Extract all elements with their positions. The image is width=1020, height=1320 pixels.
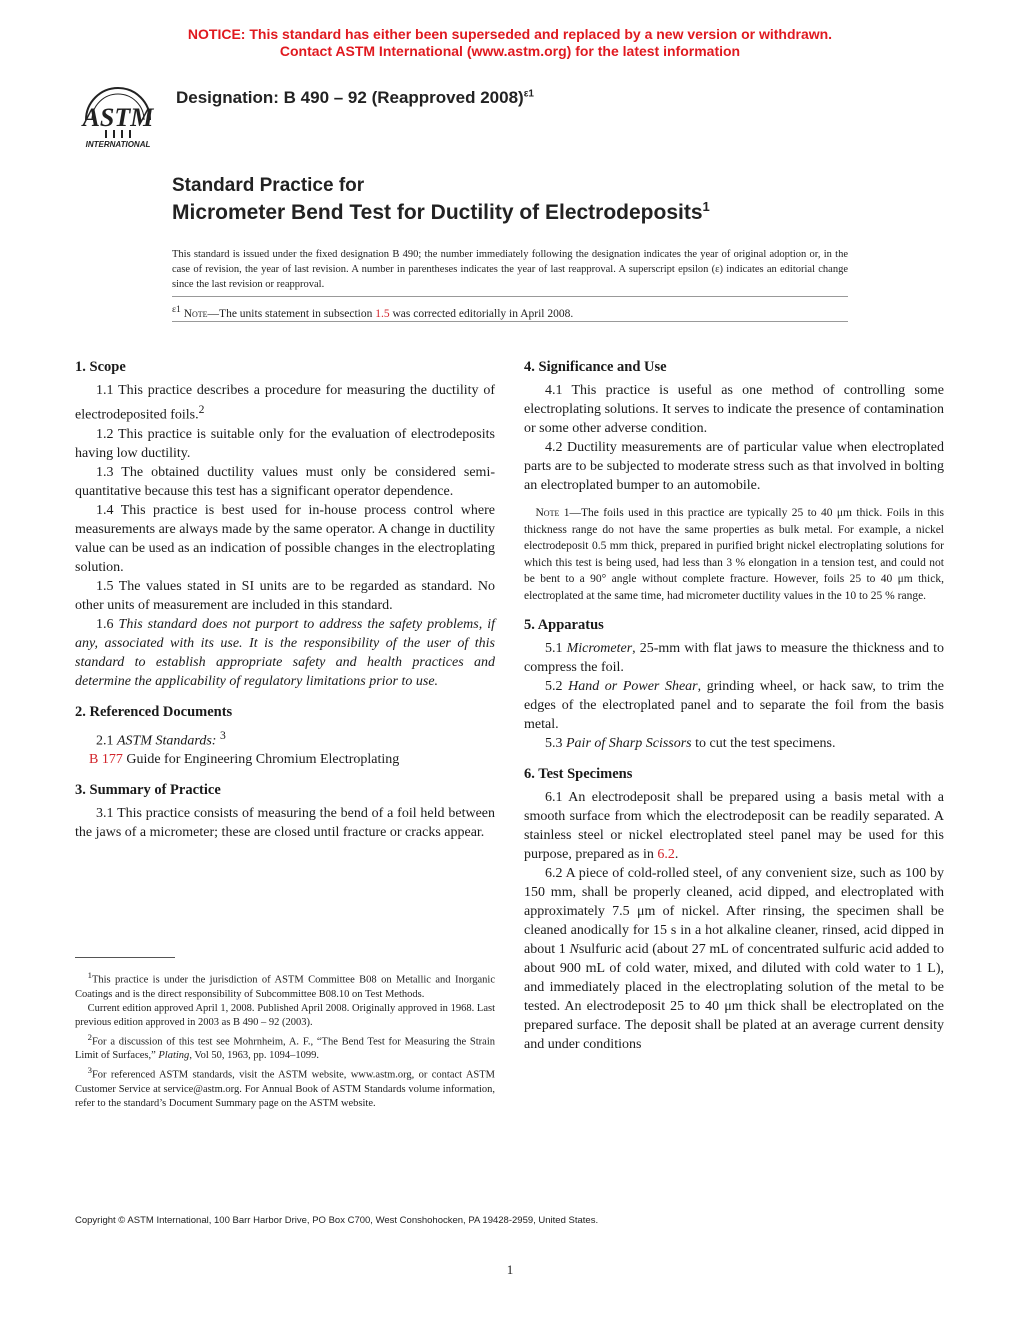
para-6-2 [524,864,944,1054]
section-4-heading: 4. Significance and Use [524,359,667,375]
footnote-3-text: For referenced ASTM standards, visit the ASTM website, www.astm.org, or contact ASTM Customer Service at service@astm.org. For Annual Book of ASTM Standards volume information, refer to the standard’s Document Summary page on the ASTM website. [75,1069,495,1109]
note-1-paragraph [524,505,944,604]
editorial-note-epsilon: ε1 [172,304,181,315]
reference-b177-title: Guide for Engineering Chromium Electroplating [122,752,400,768]
title-line-2 [172,199,710,225]
notice-line-2: Contact ASTM International (www.astm.org) for the latest information [279,43,741,59]
footnotes [75,968,495,1111]
designation [176,88,534,108]
editorial-note-link[interactable]: 1.5 [375,307,390,320]
para-6-2-text-end: sulfuric acid (about 27 mL of concentrated sulfuric acid added to about 900 mL of cold water, mixed, and diluted with cold water to 1 L), and immediately placed in the electroplating solution of the metal to be tested. An electrodeposit 25 to 40 μm thick shall be electroplated on the prepared surface. The deposit shall be plated at an average current density and under conditions [524,942,945,1052]
para-1-6 [75,615,495,691]
designation-text: Designation: B 490 – 92 (Reapproved 2008) [176,88,524,107]
para-1-5: 1.5 The values stated in SI units are to be regarded as standard. No other units of measurement are included in this standard. [75,578,495,613]
copyright: Copyright © ASTM International, 100 Barr Harbor Drive, PO Box C700, West Conshohocken, PA 19428-2959, United States. [75,1215,599,1226]
footnote-rule [75,957,175,958]
para-6-1 [524,788,944,864]
left-column [75,358,495,842]
page-number: 1 [506,1262,514,1277]
withdrawal-notice [0,26,1020,60]
logo-caption: INTERNATIONAL [85,140,151,149]
para-4-1: 4.1 This practice is useful as one method of controlling some electroplating solutions. It serves to indicate the presence of contamination or some other adverse condition. [524,383,944,436]
para-5-2 [524,677,944,734]
section-3-heading: 3. Summary of Practice [75,782,221,799]
logo-letters: ASTM [82,103,154,132]
para-6-1-end: . [674,847,679,862]
para-5-2-num: 5.2 [545,679,569,694]
header-bottom-rule [172,321,848,322]
para-5-2-text: , grinding wheel, or hack saw, to trim the edges of the electroplated panel and to separate the foil from the basis metal. [524,679,944,732]
para-5-2-term: Hand or Power Shear [568,679,698,694]
para-2-1 [75,726,495,751]
designation-epsilon: ε1 [523,88,534,100]
editorial-note [172,304,573,320]
footnote-3 [75,1063,495,1111]
title-main: Micrometer Bend Test for Ductility of Electrodeposits [172,201,703,224]
footnote-2-marker: 2 [87,1031,92,1042]
note-1-label: Note 1 [535,507,570,519]
footnote-1-text: This practice is under the jurisdiction of ASTM Committee B08 on Metallic and Inorganic Coatings and is the direct responsibility of Subcommittee B08.10 on Test Methods. [75,974,495,1000]
reference-b177-link[interactable]: B 177 [89,752,123,768]
footnote-ref-3[interactable]: 3 [219,728,226,742]
para-5-3-num: 5.3 [545,736,566,751]
notice-line-1: NOTICE: This standard has either been superseded and replaced by a new version or withdrawn. [187,26,833,42]
section-5-heading: 5. Apparatus [524,617,604,633]
footnote-2-text: For a discussion of this test see Mohrnheim, A. F., “The Bend Test for Measuring the Strain Limit of Surfaces,” [75,1036,495,1061]
title-footnote-ref[interactable]: 1 [702,199,710,214]
para-6-2-normality: N [569,942,579,957]
footnote-2-text-end: , Vol 50, 1963, pp. 1094–1099. [189,1050,320,1061]
footnote-1b: Current edition approved April 1, 2008. Published April 2008. Originally approved in 1968. Last previous edition approved in 2003 as B 490 – 92 (2003). [75,1002,495,1028]
para-5-3-text: to cut the test specimens. [691,736,836,751]
top-rule [172,296,848,297]
footnote-3-marker: 3 [87,1065,92,1075]
para-1-4: 1.4 This practice is best used for in-house process control where measurements are always made by the same operator. A change in ductility value can be used as an indication of possible changes in the electroplating solution. [75,502,495,575]
section-2-heading: 2. Referenced Documents [75,703,233,720]
editorial-note-label: Note [183,307,208,320]
section-6-heading: 6. Test Specimens [524,766,633,782]
footnote-2-journal: Plating [158,1050,190,1061]
editorial-note-text: —The units statement in subsection [207,307,376,320]
para-3-1: 3.1 This practice consists of measuring the bend of a foil held between the jaws of a micrometer; these are closed until fracture or cracks appear. [75,806,495,841]
para-1-2: 1.2 This practice is suitable only for the evaluation of electrodeposits having low ductility. [75,426,495,461]
footnote-2 [75,1030,495,1064]
para-5-3-term: Pair of Sharp Scissors [566,736,692,751]
para-1-3: 1.3 The obtained ductility values must only be considered semi-quantitative because this test has a significant operator dependence. [75,464,495,499]
footnote-1-marker: 1 [87,970,92,980]
para-4-2: 4.2 Ductility measurements are of particular value when electroplated parts are to be subjected to moderate stress such as that involved in bolting an electroplated bumper to an automobile. [524,440,944,493]
para-1-6-text: This standard does not purport to address the safety problems, if any, associated with its use. It is the responsibility of the user of this standard to establish appropriate safety and health practices and determine the applicability of regulatory limitations prior to use. [75,616,496,689]
para-5-1 [524,639,944,677]
para-1-1 [75,381,495,425]
reference-b177 [75,750,495,769]
para-6-2-text: 6.2 A piece of cold-rolled steel, of any convenient size, such as 100 by 150 mm, shall be properly cleaned, acid dipped, and electroplated with approximately 7.5 μm of nickel. After rinsing, the specimen shall be cleaned anodically for 15 s in a hot alkaline cleaner, rinsed, acid dipped in about 1 [524,866,944,957]
astm-logo [76,78,160,150]
section-1-heading: 1. Scope [75,359,126,375]
footnote-ref-2[interactable]: 2 [198,403,205,416]
right-column [524,358,944,1054]
para-5-1-num: 5.1 [545,641,567,656]
para-1-1-text: 1.1 This practice describes a procedure for measuring the ductility of electrodeposited foils. [75,383,495,423]
para-2-1-num: 2.1 [96,733,117,749]
para-6-1-link[interactable]: 6.2 [657,847,675,862]
footnote-1 [75,968,495,1002]
astm-logo-mark [76,78,160,150]
note-1 [524,505,944,604]
title-line-1: Standard Practice for [172,175,365,196]
para-1-6-num: 1.6 [96,616,119,632]
issuance-statement: This standard is issued under the fixed designation B 490; the number immediately following the designation indicates the year of original adoption or, in the case of revision, the year of last revision. A number in parentheses indicates the year of last reapproval. A superscript epsilon (ε) indicates an editorial change since the last revision or reapproval. [172,249,848,290]
para-5-1-text: , 25-mm with flat jaws to measure the thickness and to compress the foil. [524,641,945,675]
note-1-text: —The foils used in this practice are typically 25 to 40 μm thick. Foils in this thickness range do not have the same properties as bulk metal. For example, a nickel electrodeposit 0.5 mm thick, prepared in purified bright nickel electroplating solutions for which this test is being used, had less than 3 % elongation in a tension test, and could not be bent to a 90° angle without complete fracture. However, foils 25 to 40 μm thick, electroplated at the same time, had micrometer ductility values in the 10 to 25 % range. [524,507,944,602]
para-5-1-term: Micrometer [566,641,633,656]
editorial-note-text-end: was corrected editorially in April 2008. [389,307,574,320]
para-6-1-text: 6.1 An electrodeposit shall be prepared using a basis metal with a smooth surface from which the electrodeposit can be readily separated. A stainless steel or nickel electroplated steel panel may be used for this purpose, prepared as in [524,790,944,862]
para-2-1-text: ASTM Standards: [117,733,217,749]
para-5-3 [524,734,944,753]
